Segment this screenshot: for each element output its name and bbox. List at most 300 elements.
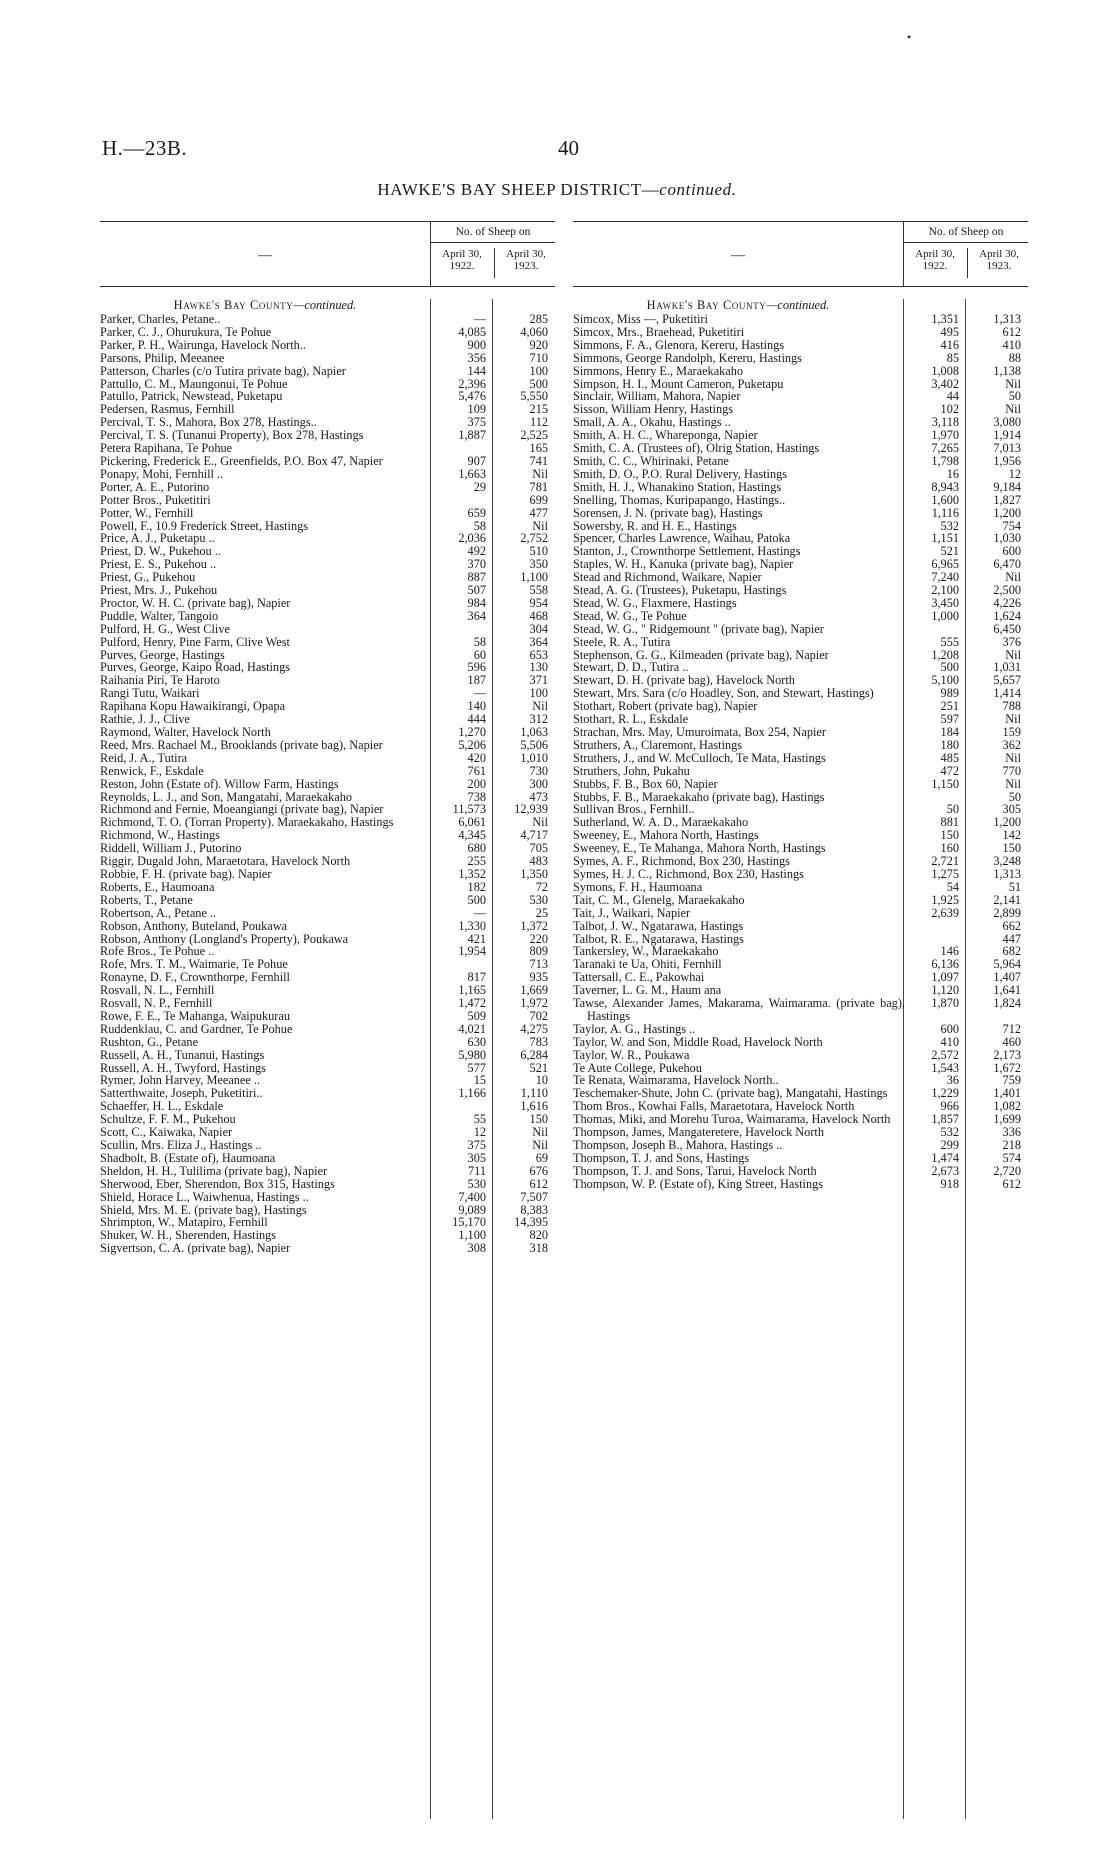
sheep-1923: 2,720 (993, 1163, 1021, 1178)
sheep-1922: 255 (467, 854, 486, 869)
date-1922-header: April 30, 1922. (442, 248, 482, 272)
owner-name: Thom Bros., Kowhai Falls, Maraetotara, Havelock North (573, 1099, 855, 1114)
sheep-1922: 184 (940, 725, 959, 739)
sheep-1923: 10 (535, 1073, 548, 1088)
owner-name: Reston, John (Estate of). Willow Farm, Hastings (100, 776, 339, 791)
owner-name: Smith, A. H. C., Whareponga, Napier (573, 428, 758, 443)
sheep-1923: 5,964 (993, 957, 1021, 972)
table-row (573, 584, 1028, 597)
sheep-1922: 1,229 (931, 1086, 959, 1101)
sheep-1923: 1,313 (993, 312, 1021, 326)
sheep-1922: — (473, 312, 486, 326)
sheep-1923: 1,350 (520, 866, 548, 881)
owner-name: Taylor, W. R., Poukawa (573, 1047, 690, 1062)
owner-name: Spencer, Charles Lawrence, Waihau, Patoka (573, 531, 791, 546)
table-row (573, 778, 1028, 791)
sheep-1923: 1,641 (993, 983, 1021, 998)
sheep-1923: 1,672 (993, 1060, 1021, 1075)
owner-name: Purves, George, Kaipo Road, Hastings (100, 660, 291, 675)
sheep-1922: 356 (467, 350, 486, 365)
table-row (573, 997, 1028, 1023)
sheep-1922: 1,208 (931, 647, 959, 662)
table-row (573, 1023, 1028, 1036)
sheep-1923: 612 (529, 1176, 548, 1191)
owner-name: Priest, E. S., Pukehou .. (100, 557, 217, 572)
table-row (100, 1036, 555, 1049)
sheep-1922: 738 (467, 789, 486, 804)
table-row (573, 610, 1028, 623)
sheep-1923: 1,407 (993, 970, 1021, 985)
sheep-1922: 11,573 (452, 802, 486, 817)
owner-name: Thompson, T. J. and Sons, Hastings (573, 1150, 750, 1165)
table-row (573, 313, 1028, 326)
owner-name: Ronayne, D. F., Crownthorpe, Fernhill (100, 970, 290, 985)
owner-name: Simmons, F. A., Glenora, Kereru, Hastings (573, 337, 785, 352)
sheep-1923: 682 (1002, 944, 1021, 959)
owner-name: Shadbolt, B. (Estate of), Haumoana (100, 1150, 276, 1165)
sheep-1922: 1,097 (931, 970, 959, 985)
sheep-1923: 483 (529, 854, 548, 869)
table-row (573, 468, 1028, 481)
owner-name: Reynolds, L. J., and Son, Mangatahi, Maraekakaho (100, 789, 353, 804)
sheep-1922: 530 (467, 1176, 486, 1191)
sheep-1923: 1,200 (993, 815, 1021, 830)
sheep-1923: 6,450 (993, 621, 1021, 636)
owner-name: Price, A. J., Puketapu .. (100, 531, 215, 546)
owner-name: Riggir, Dugald John, Maraetotara, Havelock North (100, 854, 351, 869)
table-row (100, 507, 555, 520)
sheep-1922: 150 (940, 828, 959, 843)
sheep-1923: 770 (1002, 763, 1021, 778)
sheep-1923: 2,500 (993, 583, 1021, 598)
owner-name: Priest, G., Pukehou (100, 570, 196, 585)
sheep-1923: 781 (529, 479, 548, 494)
sheep-1922: 1,663 (458, 466, 486, 481)
sheep-1922: 200 (467, 776, 486, 791)
sheep-1923: 150 (1002, 841, 1021, 856)
owner-name: Taverner, L. G. M., Haum ana (573, 983, 722, 998)
sheep-1923: 112 (530, 415, 548, 430)
title-main: HAWKE'S BAY SHEEP DISTRICT— (377, 180, 660, 199)
sheep-1922: 1,166 (458, 1086, 486, 1101)
sheep-1922: 140 (467, 699, 486, 714)
table-row (100, 920, 555, 933)
owner-name: Sweeney, E., Mahora North, Hastings (573, 828, 759, 843)
sheep-1923: 12 (1008, 466, 1021, 481)
owner-name: Thompson, James, Mangateretere, Havelock North (573, 1125, 824, 1140)
table-row (100, 584, 555, 597)
owner-name: Potter Bros., Puketitiri (100, 492, 211, 507)
sheep-1922: 984 (467, 595, 486, 610)
owner-name: Stanton, J., Crownthorpe Settlement, Hastings (573, 544, 801, 559)
owner-name: Smith, C. A. (Trustees of), Olrig Station, Hastings (573, 441, 820, 456)
sheep-1922: 907 (467, 453, 486, 468)
sheep-1922: 1,870 (931, 996, 959, 1011)
owner-name: Sutherland, W. A. D., Maraekakaho (573, 815, 749, 830)
date-1923-header: April 30, 1923. (967, 248, 1030, 278)
sheep-1922: 509 (467, 1008, 486, 1023)
sheep-1922: 918 (940, 1176, 959, 1191)
sheep-1923: 447 (1002, 931, 1021, 946)
owner-name: Struthers, A., Claremont, Hastings (573, 737, 743, 752)
table-row (573, 752, 1028, 765)
sheep-1922: 60 (473, 647, 486, 662)
sheep-1922: 16 (946, 466, 959, 481)
sheep-1923: 809 (529, 944, 548, 959)
owner-name: Te Renata, Waimarama, Havelock North.. (573, 1073, 779, 1088)
owner-name: Rushton, G., Petane (100, 1034, 199, 1049)
owner-name: Roberts, T., Petane (100, 892, 193, 907)
right-body (573, 299, 1028, 1191)
owner-name: Shield, Horace L., Waiwhenua, Hastings .. (100, 1189, 309, 1204)
owner-name: Sigvertson, C. A. (private bag), Napier (100, 1241, 291, 1256)
sheep-1922: 85 (946, 350, 959, 365)
sheep-1922: 2,572 (931, 1047, 959, 1062)
sheep-1923: 72 (535, 879, 548, 894)
sheep-1923: Nil (1005, 776, 1021, 791)
sheep-1923: 88 (1008, 350, 1021, 365)
sheep-1923: 2,899 (993, 905, 1021, 920)
sheep-1922: 1,151 (931, 531, 959, 546)
table-row (573, 1049, 1028, 1062)
sheep-1922: 1,954 (458, 944, 486, 959)
sheep-1922: 6,136 (931, 957, 959, 972)
owner-name: Sinclair, William, Mahora, Napier (573, 389, 741, 404)
owner-name: Richmond and Fernie, Moeangiangi (private bag), Napier (100, 802, 384, 817)
sheep-1922: 989 (940, 686, 959, 701)
sheep-1922: 1,000 (931, 608, 959, 623)
sheep-count-header (903, 222, 1028, 286)
table-row (573, 339, 1028, 352)
sheep-1923: 1,082 (993, 1099, 1021, 1114)
sheep-1923: Nil (532, 518, 548, 533)
owner-name: Taylor, A. G., Hastings .. (573, 1021, 696, 1036)
left-body (100, 299, 555, 1255)
sheep-1922: 12 (473, 1125, 486, 1140)
sheep-1923: 1,414 (993, 686, 1021, 701)
sheep-1923: 159 (1002, 725, 1021, 739)
sheep-1922: 1,543 (931, 1060, 959, 1075)
sheep-1922: 44 (946, 389, 959, 404)
group-label: No. of Sheep on (904, 226, 1028, 243)
sheep-count-header (430, 222, 555, 286)
sheep-1922: 375 (467, 415, 486, 430)
sheep-1923: 3,248 (993, 854, 1021, 869)
owner-name: Stothart, R. L., Eskdale (573, 712, 689, 727)
owner-name: Struthers, John, Pukahu (573, 763, 690, 778)
table-row (100, 481, 555, 494)
sheep-1922: 596 (467, 660, 486, 675)
table-row (573, 1139, 1028, 1152)
sheep-1923: 1,010 (520, 750, 548, 765)
owner-name: Tait, J., Waikari, Napier (573, 905, 691, 920)
owner-name: Shuker, W. H., Sherenden, Hastings (100, 1228, 277, 1243)
owner-name: Rymer, John Harvey, Meeanee .. (100, 1073, 261, 1088)
owner-name: Rosvall, N. P., Fernhill (100, 996, 213, 1011)
sheep-1923: 150 (529, 1112, 548, 1127)
sheep-1922: 2,100 (931, 583, 959, 598)
sheep-1923: 9,184 (993, 479, 1021, 494)
sheep-1923: 468 (529, 608, 548, 623)
sheep-1922: 8,943 (931, 479, 959, 494)
owner-name: Russell, A. H., Tunanui, Hastings (100, 1047, 265, 1062)
owner-name: Simpson, H. I., Mount Cameron, Puketapu (573, 376, 784, 391)
sheep-1923: 350 (529, 557, 548, 572)
sheep-1923: Nil (1005, 570, 1021, 585)
sheep-1922: 1,798 (931, 453, 959, 468)
column-header (573, 221, 1028, 287)
table-row (100, 778, 555, 791)
sheep-1922: 1,150 (931, 776, 959, 791)
owner-name: Small, A. A., Okahu, Hastings .. (573, 415, 731, 430)
table-row (100, 1152, 555, 1165)
sheep-1922: 375 (467, 1138, 486, 1152)
sheep-1923: 312 (529, 712, 548, 727)
owner-name: Petera Rapihana, Te Pohue (100, 441, 233, 456)
owner-name: Symes, H. J. C., Richmond, Box 230, Hastings (573, 866, 804, 881)
sheep-1923: 500 (529, 376, 548, 391)
sheep-1922: 3,402 (931, 376, 959, 391)
sheep-1923: 788 (1002, 699, 1021, 714)
owner-name: Satterthwaite, Joseph, Puketitiri.. (100, 1086, 263, 1101)
table-row (100, 765, 555, 778)
sheep-1922: 3,450 (931, 595, 959, 610)
owner-name: Tait, C. M., Glenelg, Maraekakaho (573, 892, 745, 907)
sheep-1922: 1,970 (931, 428, 959, 443)
sheep-1923: 783 (529, 1034, 548, 1049)
owner-name: Stephenson, G. G., Kilmeaden (private bag), Napier (573, 647, 829, 662)
owner-name: Puddle, Walter, Tangoio (100, 608, 219, 623)
sheep-1922: 5,980 (458, 1047, 486, 1062)
table-row (100, 352, 555, 365)
table-row (100, 339, 555, 352)
table-row (100, 739, 555, 752)
owner-name: Taranaki te Ua, Ohiti, Fernhill (573, 957, 722, 972)
owner-name: Percival, T. S. (Tunanui Property), Box 278, Hastings (100, 428, 364, 443)
sheep-1923: 14,395 (514, 1215, 548, 1230)
sheep-1922: 1,270 (458, 725, 486, 739)
sheep-1923: 1,100 (520, 570, 548, 585)
sheep-1923: 730 (529, 763, 548, 778)
owner-name: Potter, W., Fernhill (100, 505, 194, 520)
sheep-1922: 29 (473, 479, 486, 494)
stray-mark: • (907, 30, 912, 44)
sheep-1923: 920 (529, 337, 548, 352)
table-row (573, 507, 1028, 520)
owner-name: Stead and Richmond, Waikare, Napier (573, 570, 762, 585)
column-header (100, 221, 555, 287)
sheep-1922: 299 (940, 1138, 959, 1152)
owner-name: Russell, A. H., Twyford, Hastings (100, 1060, 266, 1075)
owner-name: Simcox, Miss —, Puketitiri (573, 312, 708, 326)
sheep-1923: 1,110 (520, 1086, 548, 1101)
table-row (573, 597, 1028, 610)
table-row (573, 494, 1028, 507)
table-row (573, 920, 1028, 933)
sheep-1922: 187 (467, 673, 486, 688)
owner-name: Percival, T. S., Mahora, Box 278, Hastings.. (100, 415, 317, 430)
sheep-1923: 574 (1002, 1150, 1021, 1165)
owner-name: Rangi Tutu, Waikari (100, 686, 200, 701)
sheep-1923: 3,080 (993, 415, 1021, 430)
sheep-1923: 215 (529, 402, 548, 417)
sheep-1922: 2,396 (458, 376, 486, 391)
owner-name: Pedersen, Rasmus, Fernhill (100, 402, 235, 417)
sheep-1922: 5,476 (458, 389, 486, 404)
sheep-1923: Nil (532, 466, 548, 481)
name-column-dash: — (258, 248, 272, 263)
sheep-1923: 4,717 (520, 828, 548, 843)
sheep-1923: 7,013 (993, 441, 1021, 456)
owner-name: Renwick, F., Eskdale (100, 763, 204, 778)
sheep-1923: 1,956 (993, 453, 1021, 468)
owner-name: Steele, R. A., Tutira (573, 634, 671, 649)
sheep-1922: 1,165 (458, 983, 486, 998)
owner-name: Thompson, T. J. and Sons, Tarui, Havelock North (573, 1163, 817, 1178)
sheep-1923: 5,550 (520, 389, 548, 404)
owner-name: Sheldon, H. H., Tulilima (private bag), Napier (100, 1163, 328, 1178)
sheep-1922: 7,400 (458, 1189, 486, 1204)
sheep-1922: 711 (468, 1163, 486, 1178)
sheep-1922: — (473, 686, 486, 701)
table-row (100, 881, 555, 894)
date-1922-header: April 30, 1922. (915, 248, 955, 272)
sheep-1923: Nil (532, 815, 548, 830)
sheep-1922: 4,345 (458, 828, 486, 843)
sheep-1922: 1,352 (458, 866, 486, 881)
sheep-1923: 2,752 (520, 531, 548, 546)
sheep-1922: 2,036 (458, 531, 486, 546)
owner-name: Priest, Mrs. J., Pukehou (100, 583, 218, 598)
sheep-1922: 7,265 (931, 441, 959, 456)
sheep-1922: 2,721 (931, 854, 959, 869)
owner-name: Richmond, T. O. (Torran Property). Maraekakaho, Hastings (100, 815, 394, 830)
sheep-1922: 507 (467, 583, 486, 598)
sheep-1922: 1,474 (931, 1150, 959, 1165)
sheep-1923: 662 (1002, 918, 1021, 933)
sheep-1922: 58 (473, 634, 486, 649)
sheep-1922: 420 (467, 750, 486, 765)
sheep-1922: 881 (940, 815, 959, 830)
sheep-1922: 15 (473, 1073, 486, 1088)
left-rows (100, 313, 555, 1255)
sheep-1923: 699 (529, 492, 548, 507)
sheep-1923: 612 (1002, 324, 1021, 339)
sheep-1922: 251 (940, 699, 959, 714)
sheep-1923: 6,470 (993, 557, 1021, 572)
owner-name: Staples, W. H., Kanuka (private bag), Napier (573, 557, 794, 572)
date-1923-header: April 30, 1923. (494, 248, 557, 278)
owner-name: Robson, Anthony (Longland's Property), Poukawa (100, 931, 349, 946)
sheep-1923: 1,624 (993, 608, 1021, 623)
sheep-1923: 218 (1002, 1138, 1021, 1152)
sheep-1923: 759 (1002, 1073, 1021, 1088)
sheep-1922: 308 (467, 1241, 486, 1256)
sheep-1923: 376 (1002, 634, 1021, 649)
owner-name: Raihania Piri, Te Haroto (100, 673, 220, 688)
sheep-1923: 713 (529, 957, 548, 972)
sheep-1923: 130 (529, 660, 548, 675)
sheep-1922: 160 (940, 841, 959, 856)
sheep-1922: 3,118 (931, 415, 959, 430)
sheep-1922: 180 (940, 737, 959, 752)
owner-name: Simcox, Mrs., Braehead, Puketitiri (573, 324, 745, 339)
sheep-1922: 4,085 (458, 324, 486, 339)
table-row (573, 352, 1028, 365)
sheep-1922: 492 (467, 544, 486, 559)
table-row (100, 636, 555, 649)
sheep-1922: 966 (940, 1099, 959, 1114)
sheep-1922: 555 (940, 634, 959, 649)
table-row (573, 726, 1028, 739)
owner-name: Thomas, Miki, and Morehu Turoa, Waimarama, Havelock North (573, 1112, 891, 1127)
owner-name: Pattullo, C. M., Maungonui, Te Pohue (100, 376, 288, 391)
owner-name: Parsons, Philip, Meeanee (100, 350, 225, 365)
sheep-1923: 371 (529, 673, 548, 688)
sheep-1922: 817 (467, 970, 486, 985)
sheep-1923: 1,138 (993, 363, 1021, 378)
sheep-1922: 182 (467, 879, 486, 894)
owner-name: Stead, W. G., " Ridgemount " (private bag), Napier (573, 621, 824, 636)
sheep-1923: 4,060 (520, 324, 548, 339)
sheep-1922: 500 (467, 892, 486, 907)
sheep-1922: 4,021 (458, 1021, 486, 1036)
table-row (100, 1191, 555, 1204)
owner-name: Roberts, E., Haumoana (100, 879, 215, 894)
table-row (100, 597, 555, 610)
owner-name: Robertson, A., Petane .. (100, 905, 217, 920)
sheep-1922: 1,120 (931, 983, 959, 998)
sheep-1922: 500 (940, 660, 959, 675)
sheep-1923: 142 (1002, 828, 1021, 843)
owner-name: Reed, Mrs. Rachael M., Brooklands (private bag), Napier (100, 737, 383, 752)
sheep-1923: 1,063 (520, 725, 548, 739)
owner-name: Rofe, Mrs. T. M., Waimarie, Te Pohue (100, 957, 288, 972)
sheep-1922: 416 (940, 337, 959, 352)
owner-name: Snelling, Thomas, Kuripapango, Hastings.. (573, 492, 786, 507)
owner-name: Patullo, Patrick, Newstead, Puketapu (100, 389, 283, 404)
owner-name: Symes, A. F., Richmond, Box 230, Hastings (573, 854, 790, 869)
owner-name: Rapihana Kopu Hawaikirangi, Opapa (100, 699, 286, 714)
owner-name: Stewart, D. D., Tutira .. (573, 660, 689, 675)
owner-name: Reid, J. A., Tutira (100, 750, 188, 765)
sheep-1922: 1,275 (931, 866, 959, 881)
sheep-1922: 7,240 (931, 570, 959, 585)
sheep-1922: 1,116 (931, 505, 959, 520)
sheep-1922: 58 (473, 518, 486, 533)
sheep-1923: Nil (532, 1138, 548, 1152)
sheep-1923: 741 (529, 453, 548, 468)
owner-name: Talbot, R. E., Ngatarawa, Hastings (573, 931, 744, 946)
name-column-dash: — (731, 248, 745, 263)
owner-name: Rofe Bros., Te Pohue .. (100, 944, 215, 959)
owner-name: Sorensen, J. N. (private bag), Hastings (573, 505, 763, 520)
owner-name: Smith, H. J., Whanakino Station, Hastings (573, 479, 782, 494)
table-row (573, 623, 1028, 636)
sheep-1923: 612 (1002, 1176, 1021, 1191)
table-row (100, 1165, 555, 1178)
sheep-1922: 495 (940, 324, 959, 339)
owner-name: Stewart, D. H. (private bag), Havelock North (573, 673, 795, 688)
owner-name: Rathie, J. J., Clive (100, 712, 190, 727)
owner-name: Symons, F. H., Haumoana (573, 879, 703, 894)
sheep-1923: 100 (529, 686, 548, 701)
owner-name: Pulford, Henry, Pine Farm, Clive West (100, 634, 290, 649)
report-code: H.—23B. (102, 136, 188, 160)
owner-name: Te Aute College, Pukehou (573, 1060, 702, 1075)
table-row (573, 894, 1028, 907)
table-row (100, 1242, 555, 1255)
